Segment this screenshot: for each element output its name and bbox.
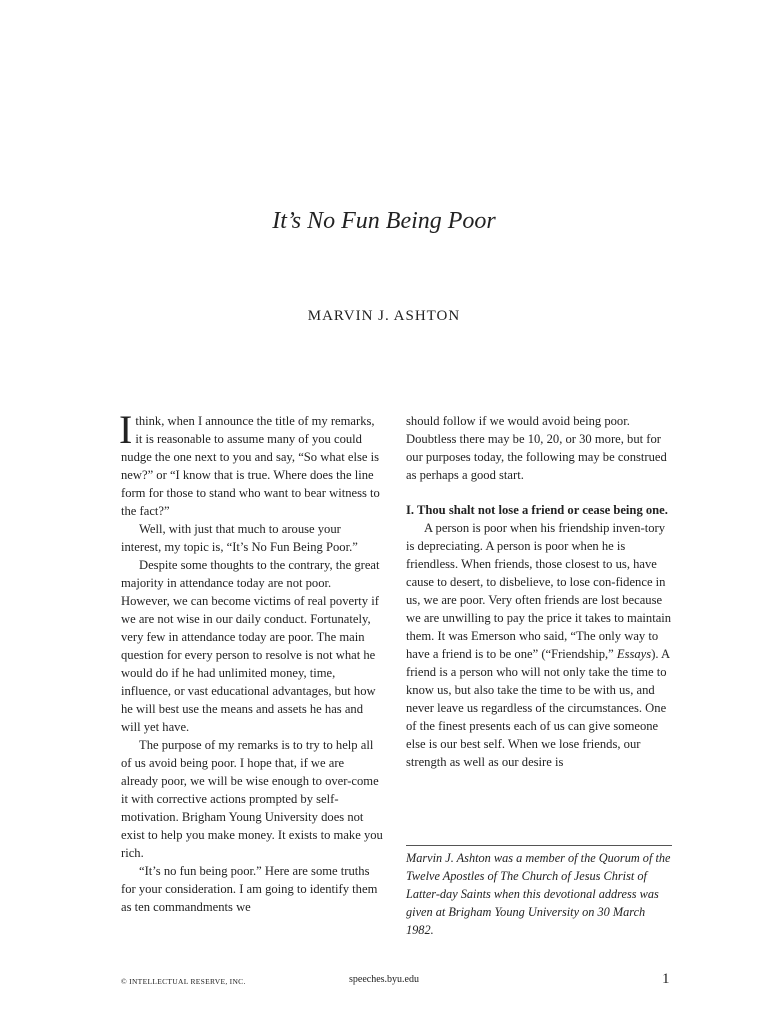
paragraph xyxy=(119,407,383,520)
author-name: MARVIN J. ASHTON xyxy=(307,308,461,324)
paragraph-text: think, when I announce the title of my remarks, it is reasonable to assume many of you could nudge the one next to you and say, “So what else is new?” or “I know that is true. Where does the line form for those to stand who want to bear witness to the fact?” xyxy=(121,414,380,518)
footnote-divider xyxy=(406,845,672,846)
right-column xyxy=(406,412,672,771)
paragraph: Despite some thoughts to the contrary, the great majority in attendance today are not poor. However, we can become victims of real poverty if we are not wise in our daily conduct. Fortunately, very few in attendance today are poor. The main question for every person to resolve is not what he would do if he had unlimited money, time, influence, or vast educational advantages, but how he will best use the means and assets he has and will yet have. xyxy=(121,558,380,734)
italic-citation: Essays xyxy=(616,647,652,661)
left-column xyxy=(119,407,383,916)
section-heading: I. Thou shalt not lose a friend or cease being one. xyxy=(406,503,668,517)
paragraph-text: A person is poor when his friendship inven-tory is depreciating. A person is poor when he is friendless. When friends, those closest to us, have cause to desert, to disbelieve, to lose con-fidence in us, we are poor. Very often friends are lost because we are unwilling to pay the price it takes to maintain them. It was Emerson who said, “The only way to have a friend is to be one” (“Friendship,” xyxy=(406,521,672,661)
website-link[interactable]: speeches.byu.edu xyxy=(349,974,419,985)
paragraph: should follow if we would avoid being poor. Doubtless there may be 10, 20, or 30 more, but for our purposes today, the following may be construed as perhaps a good start. xyxy=(406,414,667,482)
document-title: It’s No Fun Being Poor xyxy=(272,208,496,234)
paragraph: The purpose of my remarks is to try to help all of us avoid being poor. I hope that, if we are already poor, we will be wise enough to over-come it with corrective actions prompted by self-motivation. Brigham Young University does not exist to help you make money. It exists to make you rich. xyxy=(121,738,383,860)
page-number: 1 xyxy=(662,971,670,987)
paragraph: Well, with just that much to arouse your interest, my topic is, “It’s No Fun Being Poor.” xyxy=(121,522,358,554)
copyright-notice: © INTELLECTUAL RESERVE, INC. xyxy=(121,977,246,986)
drop-cap: I xyxy=(119,407,133,452)
paragraph xyxy=(406,519,672,771)
paragraph: “It’s no fun being poor.” Here are some truths for your consideration. I am going to identify them as ten commandments we xyxy=(121,864,378,914)
author-footnote: Marvin J. Ashton was a member of the Quorum of the Twelve Apostles of The Church of Jesus Christ of Latter-day Saints when this devotional address was given at Brigham Young University on 30 March 1982. xyxy=(406,851,671,937)
paragraph-text: ). A friend is a person who will not only take the time to know us, but also take the time to be with us, and never leave us regardless of the circumstances. One of the finest presents each of us can give someone else is our best self. When we lose friends, our strength as well as our desire is xyxy=(406,647,670,769)
